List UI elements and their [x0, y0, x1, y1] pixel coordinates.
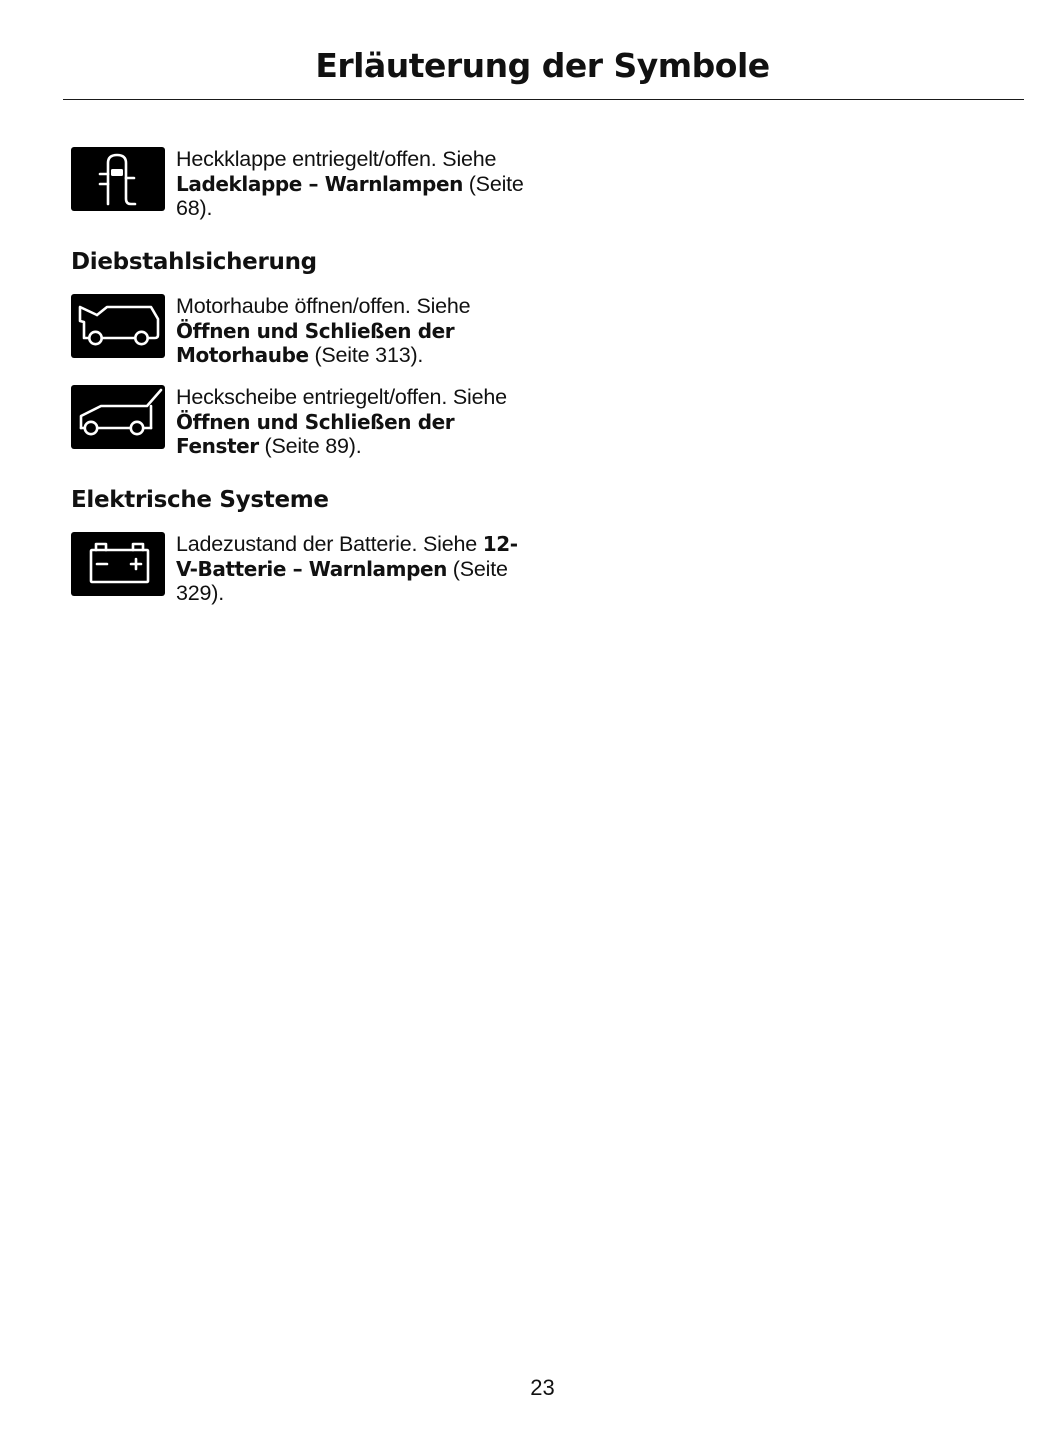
section-heading-theft-protection: Diebstahlsicherung [71, 249, 317, 275]
rear-window-open-icon [71, 385, 165, 449]
page-reference: (Seite 68). [176, 171, 524, 220]
page-number: 23 [530, 1375, 555, 1400]
page-reference: (Seite 329). [176, 556, 508, 605]
cross-reference-link[interactable]: 12-V-Batterie – Warnlampen [176, 532, 518, 581]
title-divider [63, 99, 1024, 100]
cross-reference-link[interactable]: Öffnen und Schließen der Fenster [176, 409, 455, 458]
section-heading-electrical-systems: Elektrische Systeme [71, 487, 329, 513]
tailgate-open-icon [71, 147, 165, 211]
page-reference: (Seite 89). [258, 434, 362, 458]
symbol-description [176, 385, 536, 459]
battery-icon [71, 532, 165, 596]
symbol-description [176, 147, 536, 221]
page-title: Erläuterung der Symbole [315, 46, 770, 85]
symbol-description [176, 532, 536, 606]
page-reference: (Seite 313). [308, 343, 424, 367]
cross-reference-link[interactable]: Öffnen und Schließen der Motorhaube [176, 318, 455, 367]
symbol-description [176, 294, 536, 368]
description-text: Heckklappe entriegelt/offen. Siehe [176, 147, 497, 171]
description-text: Ladezustand der Batterie. Siehe [176, 532, 483, 556]
description-text: Motorhaube öffnen/offen. Siehe [176, 294, 471, 318]
cross-reference-link[interactable]: Ladeklappe – Warnlampen [176, 171, 463, 196]
hood-open-icon [71, 294, 165, 358]
description-text: Heckscheibe entriegelt/offen. Siehe [176, 385, 507, 409]
